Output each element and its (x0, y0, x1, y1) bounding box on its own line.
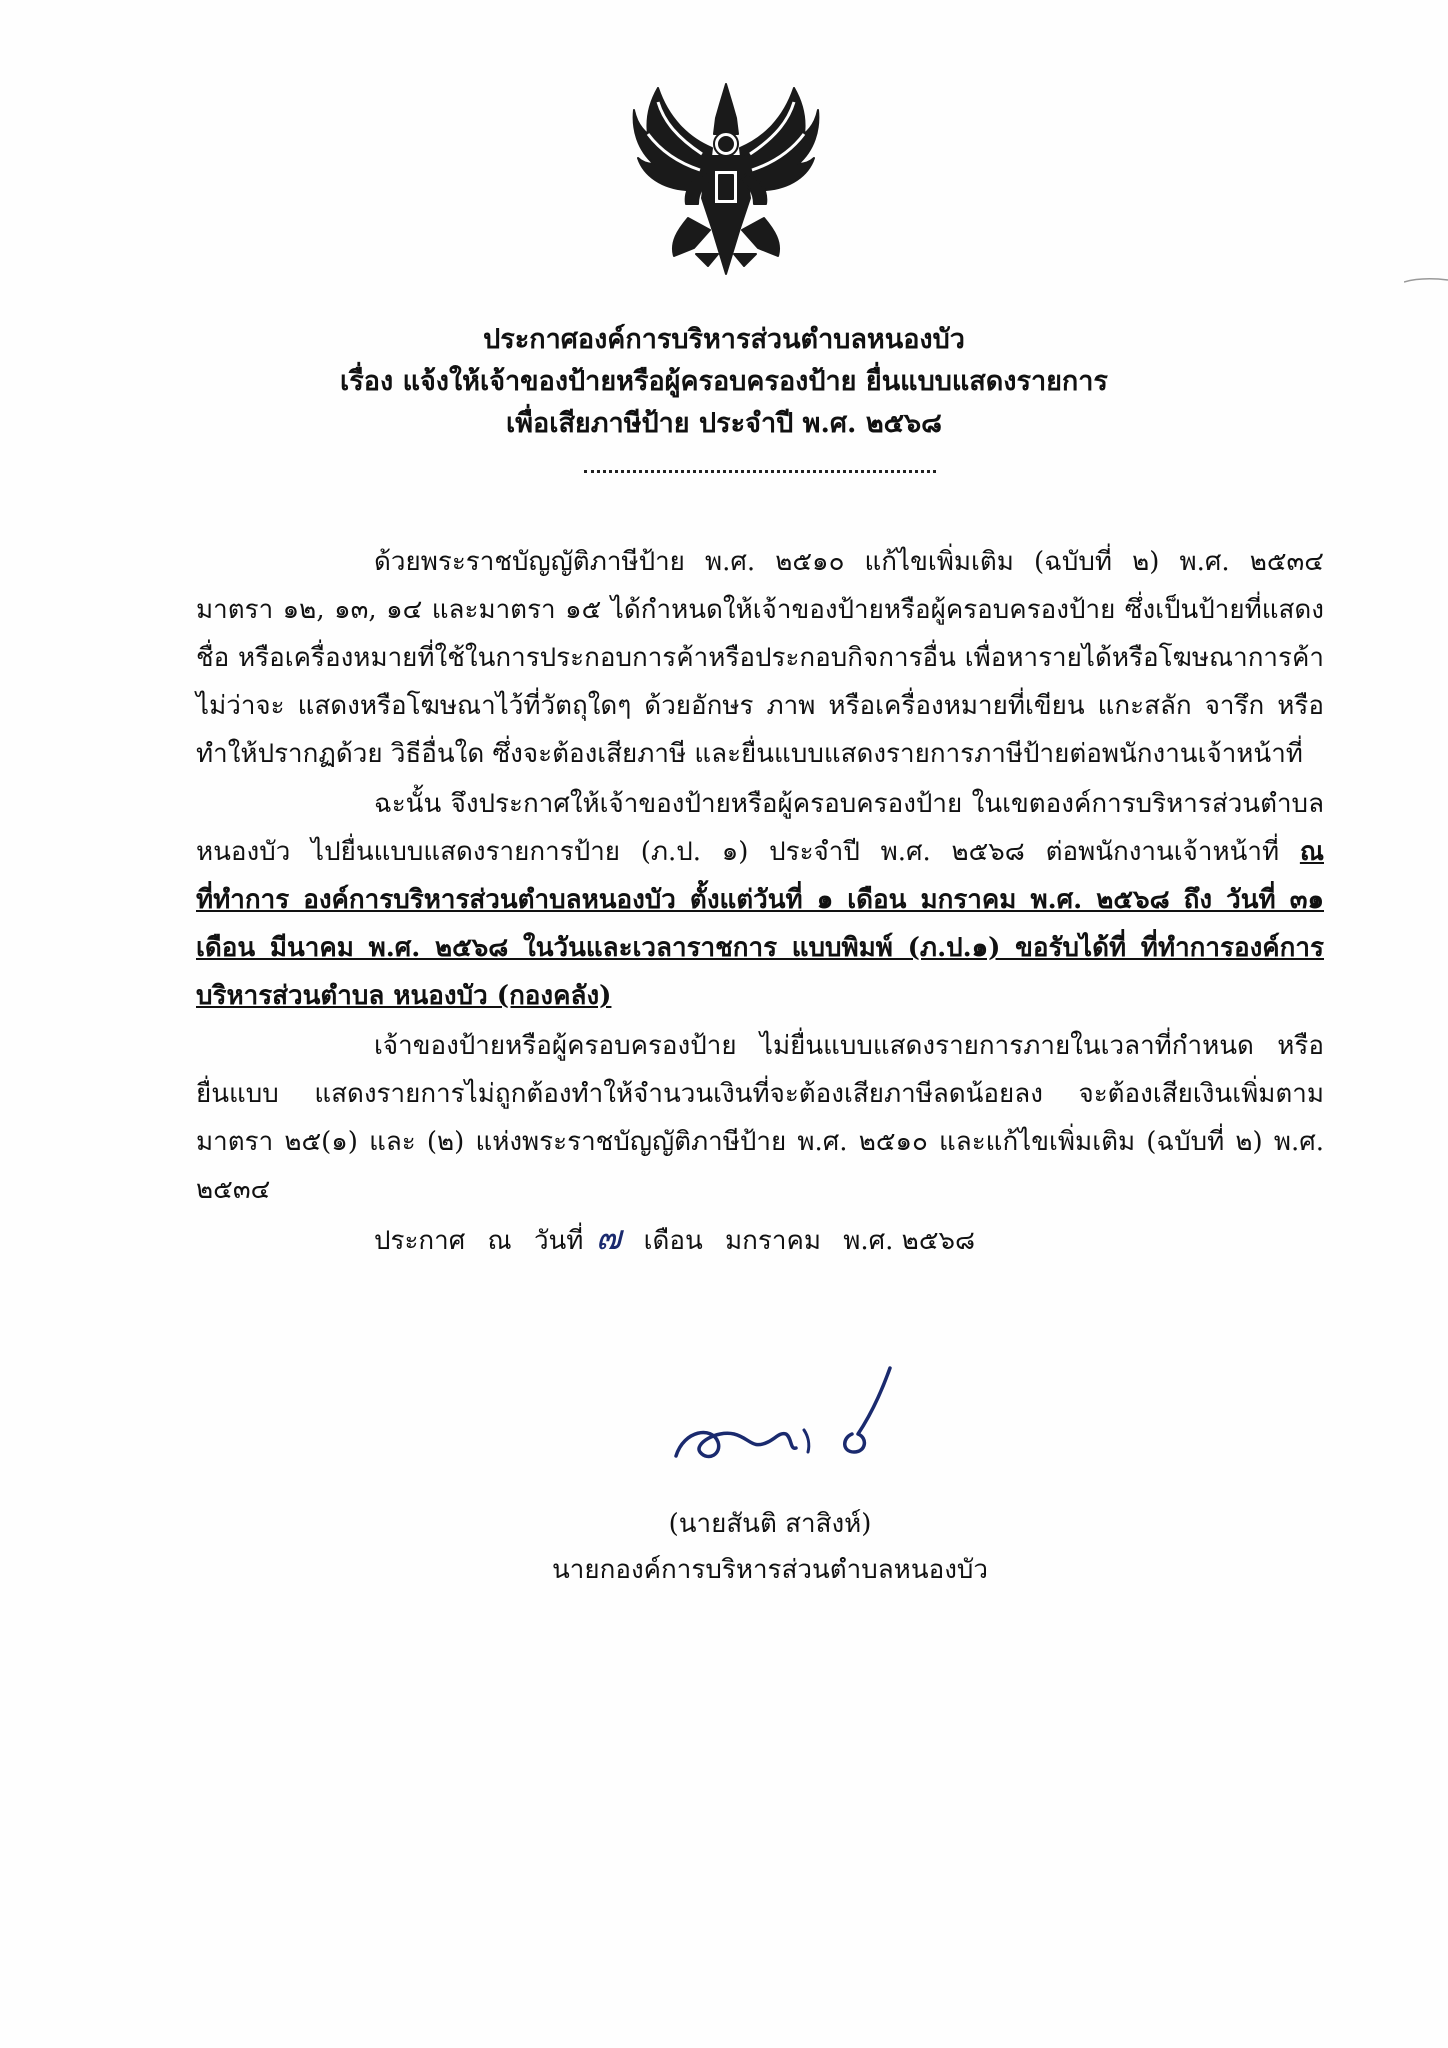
body-paragraph-3: เจ้าของป้ายหรือผู้ครอบครองป้าย ไม่ยื่นแบบแสดงรายการภายในเวลาที่กำหนด หรือยื่นแบบ แสดงรายการไม่ถูกต้องทำให้จำนวนเงินที่จะต้องเสียภาษีลดน้อยลง จะต้องเสียเงินเพิ่มตามมาตรา ๒๕(๑) และ (๒) แห่งพระราชบัญญัติภาษีป้าย พ.ศ. ๒๕๑๐ และแก้ไขเพิ่มเติม (ฉบับที่ ๒) พ.ศ. ๒๕๓๔ (196, 1031, 1324, 1205)
announcement-subject-continued: เพื่อเสียภาษีป้าย ประจำปี พ.ศ. ๒๕๖๘ (505, 408, 943, 439)
garuda-emblem-icon (628, 78, 824, 276)
submission-location-and-period: ณ ที่ทำการ องค์การบริหารส่วนตำบลหนองบัว ตั้งแต่วันที่ ๑ เดือน มกราคม พ.ศ. ๒๕๖๘ ถึง วันที่ ๓๑ เดือน มีนาคม พ.ศ. ๒๕๖๘ ในวันและเวลาราชการ แบบพิมพ์ (ภ.ป.๑) ขอรับได้ที่ ที่ทำการองค์การบริหารส่วนตำบล หนองบัว (กองคลัง) (196, 837, 1324, 1011)
body-paragraph-1: ด้วยพระราชบัญญัติภาษีป้าย พ.ศ. ๒๕๑๐ แก้ไขเพิ่มเติม (ฉบับที่ ๒) พ.ศ. ๒๕๓๔ มาตรา ๑๒, ๑๓, ๑๔ และมาตรา ๑๕ ได้กำหนดให้เจ้าของป้ายหรือผู้ครอบครองป้าย ซึ่งเป็นป้ายที่แสดงชื่อ หรือเครื่องหมายที่ใช้ในการประกอบการค้าหรือประกอบกิจการอื่น เพื่อหารายได้หรือโฆษณาการค้า ไม่ว่าจะ แสดงหรือโฆษณาไว้ที่วัตถุใดๆ ด้วยอักษร ภาพ หรือเครื่องหมายที่เขียน แกะสลัก จารึก หรือทำให้ปรากฏด้วย วิธีอื่นใด ซึ่งจะต้องเสียภาษี และยื่นแบบแสดงรายการภาษีป้ายต่อพนักงานเจ้าหน้าที่ (196, 547, 1324, 769)
date-year: พ.ศ. ๒๕๖๘ (843, 1226, 976, 1256)
date-day-label: วันที่ (533, 1226, 584, 1256)
dotted-divider (584, 470, 936, 473)
body-paragraph-2-text: ฉะนั้น จึงประกาศให้เจ้าของป้ายหรือผู้ครอบครองป้าย ในเขตองค์การบริหารส่วนตำบล หนองบัว ไปยื่นแบบแสดงรายการป้าย (ภ.ป. ๑) ประจำปี พ.ศ. ๒๕๖๘ ต่อพนักงานเจ้าหน้าที่ (196, 789, 1324, 867)
body-paragraph-2 (196, 780, 1324, 1020)
signer-title: นายกองค์การบริหารส่วนตำบลหนองบัว (551, 1555, 989, 1585)
date-prefix: ประกาศ (374, 1226, 466, 1256)
handwritten-signature (672, 1360, 932, 1490)
scan-edge-mark (1404, 276, 1448, 296)
date-at: ณ (487, 1226, 512, 1256)
signer-name: (นายสันติ สาสิงห์) (668, 1509, 872, 1539)
announcement-subject: เรื่อง แจ้งให้เจ้าของป้ายหรือผู้ครอบครองป้าย ยื่นแบบแสดงรายการ (340, 366, 1108, 397)
announcement-date (374, 1214, 989, 1265)
date-month-label: เดือน (643, 1226, 703, 1256)
announcement-issuer: ประกาศองค์การบริหารส่วนตำบลหนองบัว (483, 324, 965, 355)
date-day-handwritten: ๗ (595, 1218, 622, 1258)
date-month: มกราคม (725, 1226, 821, 1256)
